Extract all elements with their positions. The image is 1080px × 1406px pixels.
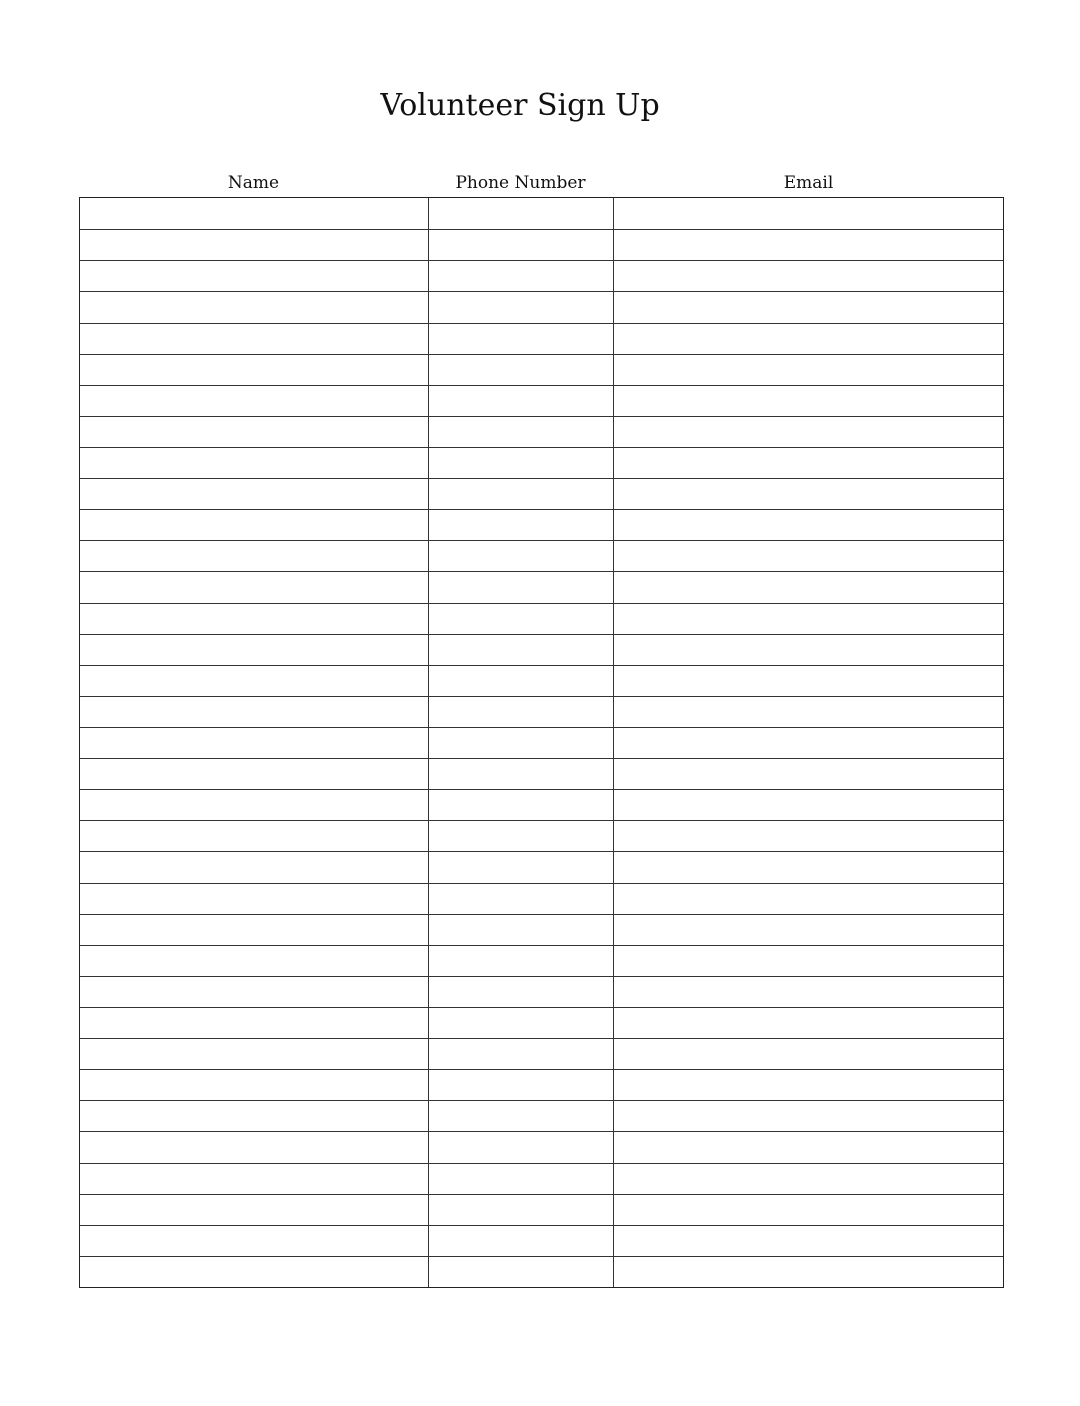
- signup-cell-phone-number: [429, 852, 613, 882]
- signup-cell-email: [614, 604, 1003, 634]
- signup-cell-phone-number: [429, 261, 613, 291]
- signup-cell-email: [614, 1008, 1003, 1038]
- signup-cell-name: [80, 479, 428, 509]
- signup-cell-name: [80, 946, 428, 976]
- signup-cell-phone-number: [429, 635, 613, 665]
- signup-cell-phone-number: [429, 417, 613, 447]
- signup-cell-name: [80, 292, 428, 322]
- signup-cell-name: [80, 666, 428, 696]
- signup-cell-phone-number: [429, 697, 613, 727]
- signup-cell-email: [614, 324, 1003, 354]
- signup-table: [79, 197, 1004, 1288]
- column-header-name: Name: [227, 173, 280, 193]
- signup-cell-name: [80, 697, 428, 727]
- signup-cell-email: [614, 759, 1003, 789]
- signup-cell-email: [614, 1164, 1003, 1194]
- signup-cell-phone-number: [429, 479, 613, 509]
- signup-cell-name: [80, 510, 428, 540]
- signup-cell-email: [614, 1101, 1003, 1131]
- signup-cell-phone-number: [429, 915, 613, 945]
- signup-cell-email: [614, 884, 1003, 914]
- signup-cell-email: [614, 572, 1003, 602]
- signup-cell-email: [614, 790, 1003, 820]
- signup-cell-phone-number: [429, 1008, 613, 1038]
- signup-cell-email: [614, 977, 1003, 1007]
- signup-cell-phone-number: [429, 1101, 613, 1131]
- signup-cell-phone-number: [429, 604, 613, 634]
- signup-cell-phone-number: [429, 324, 613, 354]
- signup-cell-phone-number: [429, 572, 613, 602]
- signup-cell-phone-number: [429, 386, 613, 416]
- signup-cell-name: [80, 230, 428, 260]
- signup-cell-email: [614, 355, 1003, 385]
- signup-cell-phone-number: [429, 199, 613, 229]
- signup-cell-name: [80, 1070, 428, 1100]
- signup-cell-phone-number: [429, 728, 613, 758]
- signup-cell-phone-number: [429, 1164, 613, 1194]
- signup-cell-email: [614, 1070, 1003, 1100]
- signup-cell-phone-number: [429, 541, 613, 571]
- signup-cell-email: [614, 915, 1003, 945]
- signup-cell-phone-number: [429, 666, 613, 696]
- signup-cell-email: [614, 852, 1003, 882]
- signup-cell-phone-number: [429, 790, 613, 820]
- signup-cell-name: [80, 1132, 428, 1162]
- signup-cell-phone-number: [429, 230, 613, 260]
- page-title: Volunteer Sign Up: [380, 88, 660, 123]
- signup-cell-name: [80, 1164, 428, 1194]
- signup-cell-phone-number: [429, 759, 613, 789]
- signup-cell-email: [614, 292, 1003, 322]
- signup-cell-name: [80, 759, 428, 789]
- column-header-phone-number: Phone Number: [455, 173, 586, 193]
- signup-cell-email: [614, 541, 1003, 571]
- signup-cell-phone-number: [429, 448, 613, 478]
- signup-cell-name: [80, 1226, 428, 1256]
- signup-cell-name: [80, 915, 428, 945]
- signup-cell-name: [80, 635, 428, 665]
- signup-cell-email: [614, 697, 1003, 727]
- signup-cell-name: [80, 790, 428, 820]
- signup-cell-phone-number: [429, 1257, 613, 1287]
- signup-cell-name: [80, 355, 428, 385]
- signup-cell-email: [614, 199, 1003, 229]
- signup-cell-name: [80, 1195, 428, 1225]
- signup-cell-email: [614, 728, 1003, 758]
- signup-cell-name: [80, 417, 428, 447]
- signup-cell-email: [614, 821, 1003, 851]
- signup-cell-name: [80, 821, 428, 851]
- signup-cell-email: [614, 1132, 1003, 1162]
- signup-cell-email: [614, 946, 1003, 976]
- signup-cell-phone-number: [429, 1226, 613, 1256]
- signup-cell-name: [80, 324, 428, 354]
- signup-cell-name: [80, 386, 428, 416]
- signup-cell-email: [614, 510, 1003, 540]
- signup-cell-email: [614, 635, 1003, 665]
- signup-cell-name: [80, 1257, 428, 1287]
- signup-cell-phone-number: [429, 884, 613, 914]
- signup-cell-email: [614, 230, 1003, 260]
- signup-cell-email: [614, 417, 1003, 447]
- signup-cell-name: [80, 199, 428, 229]
- signup-cell-name: [80, 541, 428, 571]
- signup-cell-name: [80, 1008, 428, 1038]
- signup-cell-name: [80, 604, 428, 634]
- signup-cell-phone-number: [429, 1039, 613, 1069]
- signup-cell-email: [614, 1195, 1003, 1225]
- signup-cell-phone-number: [429, 355, 613, 385]
- signup-cell-name: [80, 977, 428, 1007]
- signup-cell-name: [80, 852, 428, 882]
- signup-cell-name: [80, 1039, 428, 1069]
- signup-cell-name: [80, 448, 428, 478]
- signup-cell-email: [614, 1226, 1003, 1256]
- signup-cell-name: [80, 884, 428, 914]
- signup-cell-name: [80, 1101, 428, 1131]
- signup-cell-phone-number: [429, 1195, 613, 1225]
- signup-cell-phone-number: [429, 292, 613, 322]
- signup-cell-email: [614, 479, 1003, 509]
- signup-cell-email: [614, 448, 1003, 478]
- signup-cell-phone-number: [429, 946, 613, 976]
- signup-cell-phone-number: [429, 1070, 613, 1100]
- signup-cell-phone-number: [429, 821, 613, 851]
- signup-cell-email: [614, 261, 1003, 291]
- signup-cell-email: [614, 1257, 1003, 1287]
- column-header-email: Email: [783, 173, 834, 193]
- signup-cell-email: [614, 386, 1003, 416]
- signup-cell-name: [80, 728, 428, 758]
- signup-cell-phone-number: [429, 510, 613, 540]
- signup-cell-phone-number: [429, 977, 613, 1007]
- signup-cell-name: [80, 572, 428, 602]
- signup-cell-phone-number: [429, 1132, 613, 1162]
- signup-cell-email: [614, 1039, 1003, 1069]
- signup-cell-name: [80, 261, 428, 291]
- signup-cell-email: [614, 666, 1003, 696]
